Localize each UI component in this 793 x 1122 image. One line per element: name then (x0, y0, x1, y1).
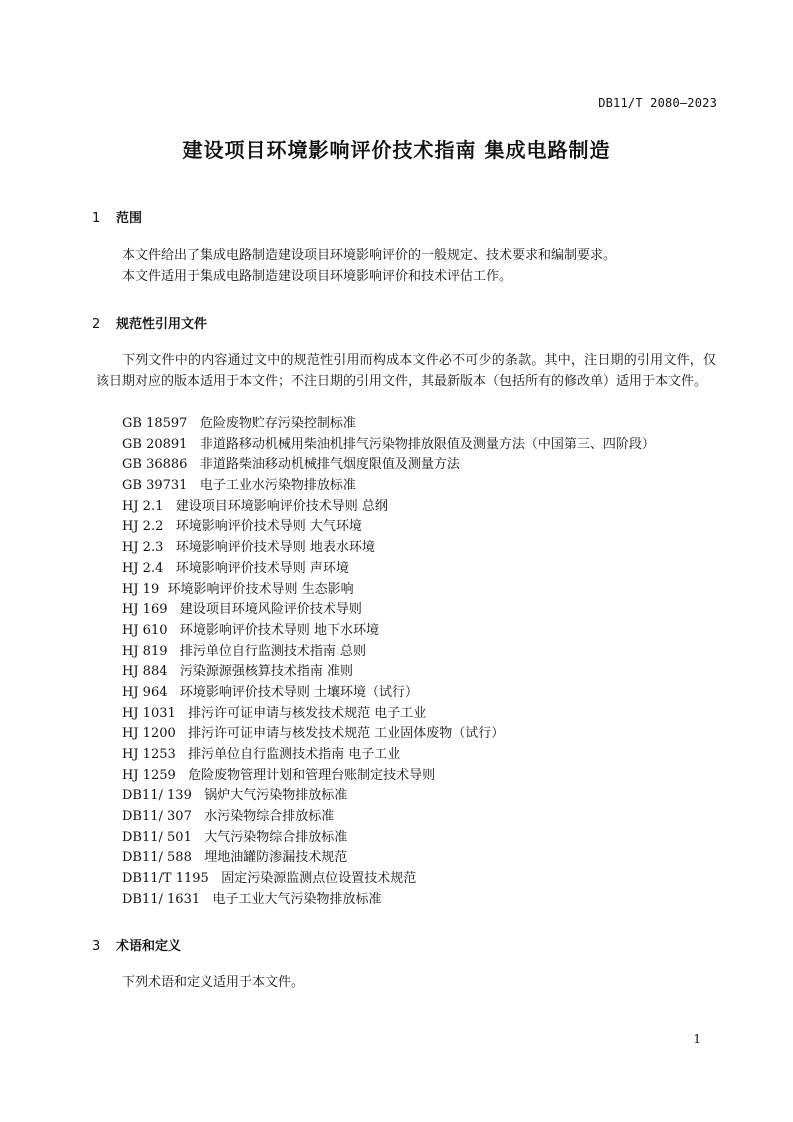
reference-code: HJ 1253 (122, 747, 176, 762)
reference-code: DB11/ 1631 (122, 891, 201, 907)
reference-item (122, 559, 655, 580)
reference-title: 污染源源强核算技术指南 准则 (179, 664, 354, 680)
section-heading-scope (92, 207, 142, 226)
section-number: 1 (92, 211, 101, 226)
reference-item (122, 497, 655, 518)
reference-title: 非道路移动机械用柴油机排气污染物排放限值及测量方法（中国第三、四阶段） (199, 436, 655, 452)
reference-title: 电子工业水污染物排放标准 (199, 478, 356, 494)
reference-item (122, 662, 655, 683)
reference-item (122, 580, 655, 601)
reference-title: 危险废物贮存污染控制标准 (199, 416, 356, 431)
section-title: 术语和定义 (116, 939, 182, 954)
section-title: 规范性引用文件 (116, 317, 208, 332)
reference-code: DB11/T 1195 (122, 871, 209, 887)
reference-code: HJ 884 (122, 664, 168, 680)
reference-item (122, 786, 655, 807)
reference-title: 大气污染物综合排放标准 (204, 829, 348, 845)
reference-item (122, 704, 655, 725)
reference-code: GB 20891 (122, 436, 188, 452)
reference-code: HJ 1200 (122, 726, 176, 742)
reference-title: 建设项目环境影响评价技术导则 总纲 (175, 498, 388, 514)
reference-code: HJ 964 (122, 684, 168, 700)
reference-item (122, 455, 655, 476)
reference-title: 环境影响评价技术导则 生态影响 (167, 581, 354, 597)
section-title: 范围 (116, 211, 143, 226)
reference-title: 水污染物综合排放标准 (204, 809, 335, 825)
reference-item (122, 517, 655, 538)
reference-code: GB 39731 (122, 478, 188, 494)
reference-title: 排污单位自行监测技术指南 总则 (179, 643, 367, 659)
paragraph: 本文件适用于集成电路制造建设项目环境影响评价和技术评估工作。 (122, 268, 513, 284)
reference-item (122, 538, 655, 559)
reference-item (122, 807, 655, 828)
paragraph: 下列术语和定义适用于本文件。 (122, 975, 305, 990)
doc-code: DB11/T 2080—2023 (598, 96, 717, 110)
reference-code: HJ 2.2 (122, 519, 164, 535)
reference-item (122, 642, 655, 663)
reference-code: HJ 169 (122, 602, 168, 618)
reference-title: 环境影响评价技术导则 地下水环境 (179, 622, 380, 638)
reference-code: DB11/ 307 (122, 809, 192, 825)
reference-code: HJ 2.4 (122, 560, 164, 576)
reference-item (122, 745, 655, 766)
section-number: 3 (92, 939, 101, 954)
section-body-normative-references (96, 351, 716, 392)
reference-code: HJ 1259 (122, 767, 176, 783)
reference-list (122, 414, 655, 911)
reference-title: 排污许可证申请与核发技术规范 工业固体废物（试行） (188, 726, 505, 742)
reference-item (122, 621, 655, 642)
reference-item (122, 766, 655, 787)
page-number: 1 (693, 1032, 701, 1046)
reference-title: 环境影响评价技术导则 大气环境 (175, 519, 362, 535)
reference-title: 危险废物管理计划和管理台账制定技术导则 (188, 767, 436, 783)
section-body-scope (96, 246, 716, 287)
reference-title: 环境影响评价技术导则 地表水环境 (175, 540, 375, 556)
reference-code: HJ 19 (122, 581, 160, 597)
reference-item (122, 890, 655, 911)
paragraph: 下列文件中的内容通过文中的规范性引用而构成本文件必不可少的条款。其中，注日期的引用文件，仅该日期对应的版本适用于本文件；不注日期的引用文件，其最新版本（包括所有的修改单）适用于本文件。 (96, 353, 716, 389)
paragraph: 本文件给出了集成电路制造建设项目环境影响评价的一般规定、技术要求和编制要求。 (122, 248, 617, 263)
reference-code: HJ 2.1 (122, 498, 164, 514)
reference-title: 环境影响评价技术导则 土壤环境（试行） (179, 684, 419, 700)
reference-title: 固定污染源监测点位设置技术规范 (221, 871, 417, 887)
page-title: 建设项目环境影响评价技术指南 集成电路制造 (182, 138, 611, 162)
reference-item (122, 869, 655, 890)
reference-title: 排污许可证申请与核发技术规范 电子工业 (188, 705, 427, 721)
reference-item (122, 435, 655, 456)
reference-title: 埋地油罐防渗漏技术规范 (204, 850, 348, 866)
section-body-terms-and-definitions (96, 973, 716, 994)
reference-item (122, 683, 655, 704)
reference-code: HJ 610 (122, 622, 168, 638)
reference-code: DB11/ 139 (122, 788, 192, 804)
reference-item (122, 724, 655, 745)
reference-code: HJ 819 (122, 643, 168, 659)
reference-code: HJ 2.3 (122, 540, 164, 556)
reference-title: 电子工业大气污染物排放标准 (212, 891, 382, 907)
reference-code: DB11/ 588 (122, 850, 192, 866)
reference-item (122, 848, 655, 869)
section-heading-terms-and-definitions (92, 935, 181, 954)
reference-code: DB11/ 501 (122, 829, 192, 845)
reference-title: 建设项目环境风险评价技术导则 (179, 602, 362, 618)
section-number: 2 (92, 317, 101, 332)
reference-item (122, 828, 655, 849)
reference-item (122, 414, 655, 435)
reference-title: 环境影响评价技术导则 声环境 (175, 560, 349, 576)
section-heading-normative-references (92, 313, 207, 332)
reference-code: GB 36886 (122, 457, 188, 473)
reference-code: GB 18597 (122, 416, 188, 431)
reference-title: 非道路柴油移动机械排气烟度限值及测量方法 (199, 457, 460, 473)
reference-code: HJ 1031 (122, 705, 176, 721)
reference-item (122, 476, 655, 497)
reference-title: 排污单位自行监测技术指南 电子工业 (188, 747, 401, 762)
reference-item (122, 600, 655, 621)
reference-title: 锅炉大气污染物排放标准 (204, 788, 348, 804)
